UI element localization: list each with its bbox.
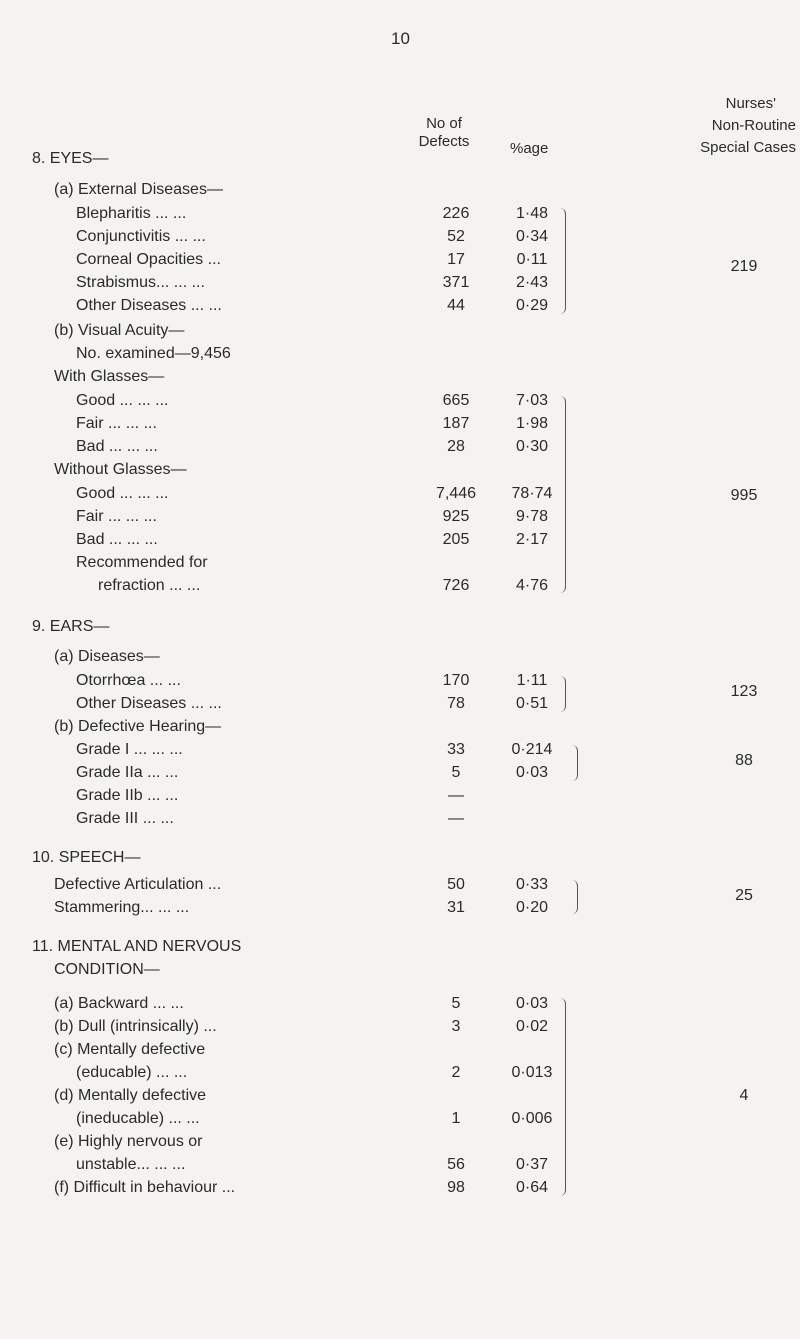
- pct-value: 0·64: [515, 1179, 549, 1196]
- group-brace: [560, 676, 566, 712]
- row-label: (f) Difficult in behaviour ...: [54, 1179, 236, 1196]
- defects-value: 33: [447, 741, 465, 758]
- defects-value: 52: [447, 228, 465, 245]
- group-brace: [560, 208, 566, 314]
- defects-value: 3: [451, 1018, 461, 1035]
- mental-section-title-line2: CONDITION—: [54, 961, 160, 978]
- visual-acuity-title: (b) Visual Acuity—: [54, 322, 185, 339]
- group-total: 4: [739, 1087, 749, 1104]
- defects-value: 17: [447, 251, 465, 268]
- defects-value: 28: [447, 438, 465, 455]
- with-glasses-title: With Glasses—: [54, 368, 165, 385]
- recommended-label-line1: Recommended for: [76, 554, 208, 571]
- percentage-header: %age: [510, 140, 549, 157]
- defects-value: 170: [442, 672, 470, 689]
- defects-header-line1: No of: [426, 115, 462, 132]
- defects-value: 187: [442, 415, 470, 432]
- row-label: (educable) ... ...: [76, 1064, 188, 1081]
- pct-value: 0·20: [515, 899, 549, 916]
- group-total: 88: [735, 752, 753, 769]
- row-label: (ineducable) ... ...: [76, 1110, 200, 1127]
- row-label: (b) Dull (intrinsically) ...: [54, 1018, 217, 1035]
- pct-value: 2·43: [515, 274, 549, 291]
- row-label: Blepharitis ... ...: [76, 205, 187, 222]
- pct-value: 0·34: [515, 228, 549, 245]
- defects-value: 1: [451, 1110, 461, 1127]
- row-label: (d) Mentally defective: [54, 1087, 207, 1104]
- pct-value: 0·33: [515, 876, 549, 893]
- mental-section-title-line1: 11. MENTAL AND NERVOUS: [32, 938, 242, 955]
- external-diseases-title: (a) External Diseases—: [54, 181, 223, 198]
- pct-value: 7·03: [515, 392, 549, 409]
- group-total: 219: [730, 258, 758, 275]
- pct-value: 0·03: [515, 764, 549, 781]
- pct-value: 78·74: [511, 485, 553, 502]
- row-label: Stammering... ... ...: [54, 899, 190, 916]
- row-label: Fair ... ... ...: [76, 508, 157, 525]
- row-label: Grade IIb ... ...: [76, 787, 179, 804]
- pct-value: 4·76: [515, 577, 549, 594]
- recommended-label-line2: refraction ... ...: [98, 577, 201, 594]
- nurses-header-line1: Nurses': [725, 95, 776, 112]
- pct-value: 0·013: [511, 1064, 553, 1081]
- pct-value: 9·78: [515, 508, 549, 525]
- row-label: Other Diseases ... ...: [76, 297, 222, 314]
- group-total: 25: [735, 887, 753, 904]
- defects-value: 98: [447, 1179, 465, 1196]
- defects-value: 31: [447, 899, 465, 916]
- defects-header-line2: Defects: [418, 133, 470, 150]
- row-label: Otorrhœa ... ...: [76, 672, 181, 689]
- row-label: Conjunctivitis ... ...: [76, 228, 206, 245]
- group-brace: [572, 745, 578, 781]
- pct-value: 0·30: [515, 438, 549, 455]
- row-label: Bad ... ... ...: [76, 531, 158, 548]
- pct-value: 0·29: [515, 297, 549, 314]
- pct-value: 0·214: [511, 741, 553, 758]
- defects-value: 78: [447, 695, 465, 712]
- pct-value: 0·02: [515, 1018, 549, 1035]
- pct-value: 1·48: [515, 205, 549, 222]
- row-label: (c) Mentally defective: [54, 1041, 206, 1058]
- defects-value: 2: [451, 1064, 461, 1081]
- hearing-title: (b) Defective Hearing—: [54, 718, 222, 735]
- defects-value: 665: [442, 392, 470, 409]
- row-label: Good ... ... ...: [76, 485, 169, 502]
- pct-value: 0·006: [511, 1110, 553, 1127]
- group-total: 123: [730, 683, 758, 700]
- row-label: Grade IIa ... ...: [76, 764, 179, 781]
- pct-value: 0·51: [515, 695, 549, 712]
- defects-value: 226: [442, 205, 470, 222]
- speech-section-title: 10. SPEECH—: [32, 849, 141, 866]
- defects-value: 7,446: [435, 485, 477, 502]
- row-label: Defective Articulation ...: [54, 876, 222, 893]
- row-label: Strabismus... ... ...: [76, 274, 205, 291]
- row-label: unstable... ... ...: [76, 1156, 186, 1173]
- defects-value: 5: [451, 995, 461, 1012]
- defects-value: 726: [442, 577, 470, 594]
- group-brace: [560, 396, 566, 593]
- ears-section-title: 9. EARS—: [32, 618, 110, 635]
- diseases-title: (a) Diseases—: [54, 648, 160, 665]
- row-label: Fair ... ... ...: [76, 415, 157, 432]
- row-label: Other Diseases ... ...: [76, 695, 222, 712]
- number-examined: No. examined—9,456: [76, 345, 231, 362]
- nurses-header-line2: Non-Routine: [711, 117, 796, 134]
- defects-value: 5: [451, 764, 461, 781]
- group-total: 995: [730, 487, 758, 504]
- row-label: Bad ... ... ...: [76, 438, 158, 455]
- defects-value: 371: [442, 274, 470, 291]
- defects-value: 56: [447, 1156, 465, 1173]
- page-number: 10: [391, 29, 410, 48]
- group-brace: [572, 880, 578, 914]
- pct-value: 0·03: [515, 995, 549, 1012]
- pct-value: 0·37: [515, 1156, 549, 1173]
- without-glasses-title: Without Glasses—: [54, 461, 187, 478]
- eyes-section-title: 8. EYES—: [32, 150, 109, 167]
- defects-value: 44: [447, 297, 465, 314]
- group-brace: [560, 998, 566, 1196]
- defects-value: 50: [447, 876, 465, 893]
- row-label: Grade III ... ...: [76, 810, 174, 827]
- row-label: (a) Backward ... ...: [54, 995, 184, 1012]
- defects-value: 925: [442, 508, 470, 525]
- pct-value: 1·98: [515, 415, 549, 432]
- defects-value: —: [448, 810, 464, 827]
- defects-value: —: [448, 787, 464, 804]
- defects-value: 205: [442, 531, 470, 548]
- row-label: Grade I ... ... ...: [76, 741, 183, 758]
- row-label: (e) Highly nervous or: [54, 1133, 203, 1150]
- pct-value: 2·17: [515, 531, 549, 548]
- row-label: Corneal Opacities ...: [76, 251, 221, 268]
- pct-value: 1·11: [516, 672, 548, 689]
- pct-value: 0·11: [516, 251, 548, 268]
- nurses-header-line3: Special Cases: [700, 139, 796, 156]
- row-label: Good ... ... ...: [76, 392, 169, 409]
